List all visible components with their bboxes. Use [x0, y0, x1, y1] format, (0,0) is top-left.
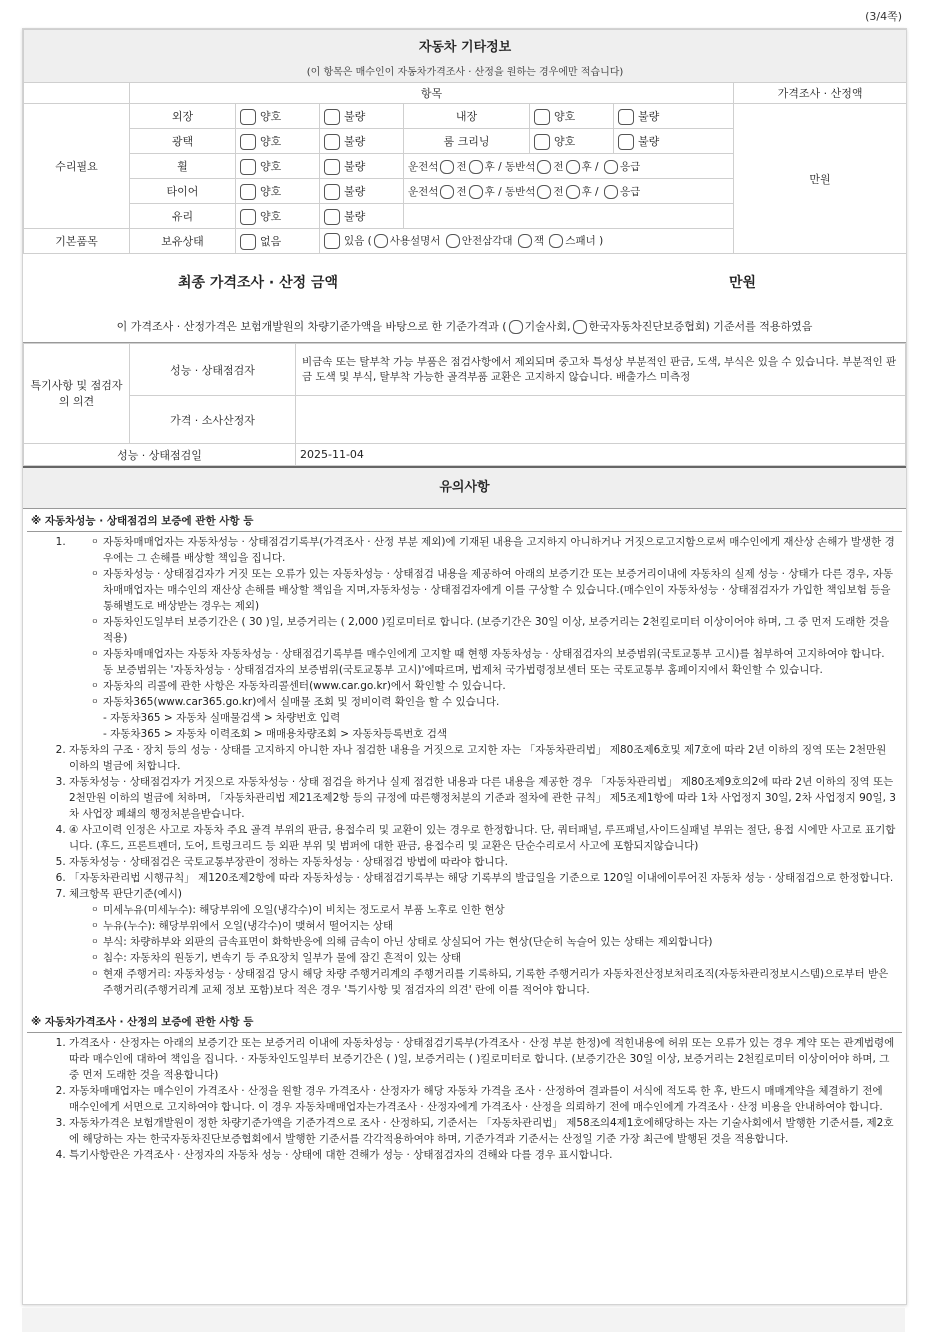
price-header: 가격조사 · 산정액 — [734, 83, 907, 104]
bad-label: 불량 — [344, 134, 366, 148]
note-part-a: 이 가격조사 · 산정가격은 보험개발원의 차량기준가액을 바탕으로 한 기준가격과 ( — [116, 320, 507, 333]
front-label: 전 — [456, 185, 467, 198]
good-label: 양호 — [260, 159, 282, 173]
interior-good-checkbox[interactable] — [534, 109, 550, 125]
engineers-society-checkbox[interactable] — [509, 320, 523, 334]
wheel-passenger-front-checkbox[interactable] — [537, 160, 551, 174]
have-label: 있음 ( — [344, 235, 372, 247]
gloss-good-checkbox[interactable] — [240, 134, 256, 150]
owned-status-label: 보유상태 — [130, 229, 236, 254]
notice-bullet: ㅇ 자동차인도일부터 보증기간은 ( 30 )일, 보증거리는 ( 2,000 )킬로미터로 합니다. (보증기간은 30일 이상, 보증거리는 2천킬로미터 이상이어야 하며, 그 중 먼저 도래한 것을 적용) — [91, 614, 896, 646]
inspection-form-sheet — [22, 28, 907, 1305]
emergency-label: 응급 — [619, 185, 641, 198]
wheel-emergency-checkbox[interactable] — [604, 160, 618, 174]
room-cleaning-good-checkbox[interactable] — [534, 134, 550, 150]
front-label: 전 — [456, 160, 467, 173]
good-label: 양호 — [260, 184, 282, 198]
rear-label: 후 — [581, 185, 592, 198]
good-label: 양호 — [260, 209, 282, 223]
price-assessor-opinion — [296, 396, 906, 444]
notice-section-1-list — [33, 534, 896, 998]
price-amount-unit: 만원 — [734, 104, 907, 254]
perf-inspector-opinion: 비금속 또는 탈부착 가능 부품은 점검사항에서 제외되며 중고차 특성상 부분적인 판금, 도색, 부식은 있을 수 있습니다. 부분적인 판금 도색 및 부식, 탈부착 가능한 골격부품 교환은 고지하지 않습니다. 배출가스 미측정 — [296, 344, 906, 396]
manual-label: 사용설명서 — [389, 235, 441, 247]
notice-item-5: 5. 자동차성능 · 상태점검은 국토교통부장관이 정하는 자동차성능 · 상태점검 방법에 따라야 합니다. — [69, 854, 896, 870]
interior-label: 내장 — [404, 104, 530, 129]
inspection-date-label: 성능 · 상태점검일 — [24, 444, 296, 466]
notice-item-6: 6. 「자동차관리법 시행규칙」 제120조제2항에 따라 자동차성능 · 상태점검기록부는 해당 기록부의 발급일을 기준으로 120일 이내에이루어진 자동차 성능 · 상태점검으로 한정합니다. — [69, 870, 896, 886]
tire-label: 타이어 — [130, 179, 236, 204]
price-notice-item-4: 4. 특기사항란은 가격조사 · 산정자의 자동차 성능 · 상태에 대한 견해가 성능 · 상태점검자의 견해와 다를 경우 표시합니다. — [69, 1147, 896, 1163]
none-label: 없음 — [260, 234, 282, 248]
tire-passenger-rear-checkbox[interactable] — [566, 185, 580, 199]
tire-driver-front-checkbox[interactable] — [440, 185, 454, 199]
exterior-label: 외장 — [130, 104, 236, 129]
owned-items-cell — [320, 229, 734, 254]
wheel-label: 휠 — [130, 154, 236, 179]
tire-passenger-front-checkbox[interactable] — [537, 185, 551, 199]
owned-have-checkbox[interactable] — [324, 233, 340, 249]
wheel-driver-rear-checkbox[interactable] — [469, 160, 483, 174]
note-part-c: 한국자동차진단보증협회) 기준서를 적용하였음 — [588, 320, 813, 333]
wheel-passenger-rear-checkbox[interactable] — [566, 160, 580, 174]
exterior-good-checkbox[interactable] — [240, 109, 256, 125]
bad-label: 불량 — [344, 109, 366, 123]
gloss-bad-checkbox[interactable] — [324, 134, 340, 150]
item-header: 항목 — [130, 83, 734, 104]
owned-none-checkbox[interactable] — [240, 234, 256, 250]
price-notice-item-3: 3. 자동차가격은 보험개발원이 정한 차량기준가액을 기준가격으로 조사 · 산정하되, 기준서는 「자동차관리법」 제58조의4제1호에해당하는 자는 기술사회에서 발행한 기준서를, 제2호에 해당하는 자는 한국자동차진단보증협회에서 발행한 기준서를 각각적용하여야 하며, 기준가격과 기준서는 산정일 기준 가장 최근에 발행된 것을 적용합니다. — [69, 1115, 896, 1147]
notice-title: 유의사항 — [23, 466, 906, 509]
bad-label: 불량 — [344, 159, 366, 173]
notice-bullet: ㅇ 현재 주행거리: 자동차성능 · 상태점검 당시 해당 차량 주행거리계의 주행거리를 기록하되, 기록한 주행거리가 자동차전산정보처리조직(자동차관리정보시스템)으로부터 받은 주행거리(주행거리계 교체 정보 포함)보다 적은 경우 '특기사항 및 점검자의 의견' 란에 이를 적어야 합니다. — [91, 966, 896, 998]
driver-seat-label: 운전석 — [408, 160, 439, 173]
notice-item-1 — [69, 534, 896, 742]
good-label: 양호 — [554, 109, 576, 123]
notice-bullet: ㅇ 누유(누수): 해당부위에서 오일(냉각수)이 맺혀서 떨어지는 상태 — [91, 918, 896, 934]
notice-bullet: ㅇ 자동차의 리콜에 관한 사항은 자동차리콜센터(www.car.go.kr)에서 확인할 수 있습니다. — [91, 678, 896, 694]
notice-bullet: ㅇ 부식: 차량하부와 외판의 금속표면이 화학반응에 의해 금속이 아닌 상태로 상실되어 가는 현상(단순히 녹슬어 있는 상태는 제외합니다) — [91, 934, 896, 950]
special-notes-table — [23, 343, 906, 466]
rear-label: 후 — [484, 160, 495, 173]
section-title-box — [24, 30, 907, 83]
repair-needed-label: 수리필요 — [24, 104, 130, 229]
spanner-checkbox[interactable] — [549, 234, 563, 248]
page-bottom-strip — [22, 1308, 905, 1332]
price-notice-item-1: 1. 가격조사 · 산정자는 아래의 보증기간 또는 보증거리 이내에 자동차성능 · 상태점검기록부(가격조사 · 산정 부분 한정)에 적힌내용에 허위 또는 오류가 있는 경우 계약 또는 관계법령에 따라 매수인에 대하여 책임을 집니다. · 자동차인도일부터 보증기간은 ( )일, 보증거리는 ( )킬로미터로 합니다. (보증기간은 30일 이상, 보증거리는 2천킬로미터 이상이어야 하며, 그 중 먼저 도래한 것을 적용합니다) — [69, 1035, 896, 1083]
notice-body — [23, 511, 906, 1163]
notice-item-2: 2. 자동차의 구조 · 장치 등의 성능 · 상태를 고지하지 아니한 자나 점검한 내용을 거짓으로 고지한 자는 「자동차관리법」 제80조제6호및 제7호에 따라 2년 이하의 징역 또는 2천만원 이하의 벌금에 처합니다. — [69, 742, 896, 774]
manual-checkbox[interactable] — [374, 234, 388, 248]
diagnosis-association-checkbox[interactable] — [573, 320, 587, 334]
jack-checkbox[interactable] — [518, 234, 532, 248]
blank-header — [24, 83, 130, 104]
passenger-seat-label: 동반석 — [504, 160, 536, 173]
notice-bullet: ㅇ 미세누유(미세누수): 해당부위에 오일(냉각수)이 비치는 정도로서 부품 노후로 인한 현상 — [91, 902, 896, 918]
check-criteria-title: 체크항목 판단기준(예시) — [69, 888, 182, 900]
tire-good-checkbox[interactable] — [240, 184, 256, 200]
wheel-driver-front-checkbox[interactable] — [440, 160, 454, 174]
notice-dash: - 자동차365 > 자동차 실매물검색 > 차량번호 입력 — [103, 712, 341, 724]
front-label: 전 — [553, 160, 564, 173]
page-number: (3/4쪽) — [865, 10, 902, 23]
price-notice-item-2: 2. 자동차매매업자는 매수인이 가격조사 · 산정을 원할 경우 가격조사 · 산정자가 해당 자동차 가격을 조사 · 산정하여 결과를이 서식에 적도록 한 후, 반드시 매매계약을 체결하기 전에 매수인에게 서면으로 고지하여야 합니다. 이 경우 자동차매매업자는가격조사 · 산정자에게 가격조사 · 산정을 의뢰하기 전에 매수인에게 가격조사 · 산정 비용을 안내하여야 합니다. — [69, 1083, 896, 1115]
jack-label: 잭 — [533, 235, 545, 247]
notice-section-2-list — [33, 1035, 896, 1163]
gloss-label: 광택 — [130, 129, 236, 154]
notice-bullet: ㅇ 자동차매매업자는 자동차 자동차성능 · 상태점검기록부를 매수인에게 고지할 때 현행 자동차성능 · 상태점검자의 보증범위(국토교통부 고시)를 첨부하여 고지하여야 합니다. 동 보증범위는 '자동차성능 · 상태점검자의 보증범위(국토교통부 고시)'에따르며, 법제처 국가법령정보센터 또는 국토교통부 홈페이지에서 확인할 수 있습니다. — [91, 646, 896, 678]
section-subtitle: (이 항목은 매수인이 자동차가격조사 · 산정을 원하는 경우에만 적습니다) — [306, 67, 624, 78]
triangle-label: 안전삼각대 — [461, 235, 513, 247]
tire-emergency-checkbox[interactable] — [604, 185, 618, 199]
bad-label: 불량 — [344, 209, 366, 223]
final-price-note — [23, 292, 906, 342]
interior-bad-checkbox[interactable] — [618, 109, 634, 125]
tire-bad-checkbox[interactable] — [324, 184, 340, 200]
notice-bullet: ㅇ 1. 자동차매매업자는 자동차성능 · 상태점검기록부(가격조사 · 산정 부분 제외)에 기재된 내용을 고지하지 아니하거나 거짓으로고지함으로써 매수인에게 재산상 손해가 발생한 경우에는 그 손해를 배상할 책임을 집니다. — [91, 534, 896, 566]
final-price-unit: 만원 — [728, 275, 756, 291]
triangle-checkbox[interactable] — [446, 234, 460, 248]
tire-position-cell: 운전석 전 후 / 동반석 전 후 / 응급 — [404, 179, 734, 204]
notice-bullet: ㅇ 자동차365(www.car365.go.kr)에서 실매물 조회 및 정비이력 확인을 할 수 있습니다. — [91, 694, 896, 710]
exterior-bad-checkbox[interactable] — [324, 109, 340, 125]
final-price-title: 최종 가격조사 · 산정 금액 — [178, 275, 339, 291]
good-label: 양호 — [260, 134, 282, 148]
other-info-table — [23, 29, 907, 254]
notice-item-7 — [69, 886, 896, 998]
passenger-seat-label: 동반석 — [504, 185, 536, 198]
perf-inspector-label: 성능 · 상태점검자 — [130, 344, 296, 396]
final-price-box — [23, 254, 906, 343]
note-part-b: 기술사회, — [524, 320, 571, 333]
glass-bad-checkbox[interactable] — [324, 209, 340, 225]
notice-section-1-title: ※ 자동차성능 · 상태점검의 보증에 관한 사항 등 — [27, 511, 902, 532]
rear-label: 후 — [581, 160, 592, 173]
wheel-bad-checkbox[interactable] — [324, 159, 340, 175]
driver-seat-label: 운전석 — [408, 185, 439, 198]
bad-label: 불량 — [638, 134, 660, 148]
emergency-label: 응급 — [619, 160, 641, 173]
front-label: 전 — [553, 185, 564, 198]
good-label: 양호 — [554, 134, 576, 148]
inspection-date-value: 2025-11-04 — [296, 444, 906, 466]
notice-item-4: 4. ④ 사고이력 인정은 사고로 자동차 주요 골격 부위의 판금, 용접수리 및 교환이 있는 경우로 한정합니다. 단, 쿼터패널, 루프패널,사이드실패널 부위는 절단, 용접 시에만 사고로 표기합니다. (후드, 프론트펜더, 도어, 트렁크리드 등 외판 부위 및 범퍼에 대한 판금, 용접수리 및 교환은 단순수리로서 사고에 포함되지않습니다) — [69, 822, 896, 854]
basic-items-label: 기본품목 — [24, 229, 130, 254]
wheel-good-checkbox[interactable] — [240, 159, 256, 175]
good-label: 양호 — [260, 109, 282, 123]
glass-good-checkbox[interactable] — [240, 209, 256, 225]
room-cleaning-label: 룸 크리닝 — [404, 129, 530, 154]
bad-label: 불량 — [638, 109, 660, 123]
rear-label: 후 — [484, 185, 495, 198]
wheel-position-cell: 운전석 전 후 / 동반석 전 후 / 응급 — [404, 154, 734, 179]
glass-blank — [404, 204, 734, 229]
notice-dash: - 자동차365 > 자동차 이력조회 > 매매용차량조회 > 자동차등록번호 검색 — [103, 728, 447, 740]
notice-section-2-title: ※ 자동차가격조사 · 산정의 보증에 관한 사항 등 — [27, 1012, 902, 1033]
section-title: 자동차 기타정보 — [418, 40, 512, 55]
special-notes-label: 특기사항 및 점검자의 의견 — [24, 344, 130, 444]
room-cleaning-bad-checkbox[interactable] — [618, 134, 634, 150]
notice-bullet: ㅇ 자동차성능 · 상태점검자가 거짓 또는 오류가 있는 자동차성능 · 상태점검 내용을 제공하여 아래의 보증기간 또는 보증거리이내에 자동차의 실제 성능 · 상태가 다른 경우, 자동차매매업자는 매수인의 재산상 손해를 배상할 책임을 지며,자동차성능 · 상태점검자에게 이를 구상할 수 있습니다.(매수인이 자동차성능 · 상태점검자가 가입한 책임보험 등을 통해별도로 배상받는 경우는 제외) — [91, 566, 896, 614]
tire-driver-rear-checkbox[interactable] — [469, 185, 483, 199]
bad-label: 불량 — [344, 184, 366, 198]
glass-label: 유리 — [130, 204, 236, 229]
notice-bullet: ㅇ 침수: 자동차의 원동기, 변속기 등 주요장치 일부가 물에 잠긴 흔적이 있는 상태 — [91, 950, 896, 966]
notice-item-3: 3. 자동차성능 · 상태점검자가 거짓으로 자동차성능 · 상태 점검을 하거나 실제 점검한 내용과 다른 내용을 제공한 경우 「자동차관리법」 제80조제9호의2에 따라 2년 이하의 징역 또는 2천만원 이하의 벌금에 처하며, 「자동차관리법 제21조제2항 등의 규정에 따른행정처분의 기준과 절차에 관한 규칙」 제5조제1항에 따라 1차 사업정지 30일, 2차 사업정지 90일, 3차 사업장 폐쇄의 행정처분을받습니다. — [69, 774, 896, 822]
price-assessor-label: 가격 · 소사산정자 — [130, 396, 296, 444]
spanner-label: 스패너 ) — [565, 235, 604, 247]
